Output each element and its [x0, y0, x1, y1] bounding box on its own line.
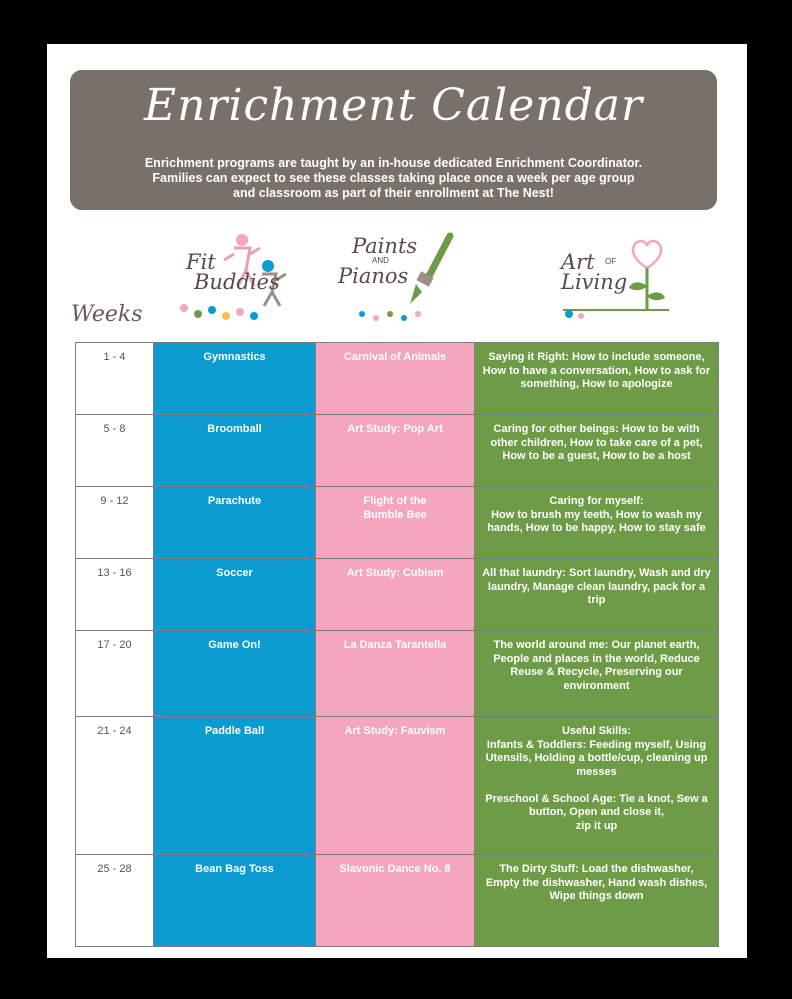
paints-and-pianos-cell: Flight of the Bumble Bee — [316, 487, 475, 559]
fit-buddies-logo — [164, 230, 304, 326]
weeks-cell: 13 - 16 — [76, 559, 154, 631]
art-of-living-cell: All that laundry: Sort laundry, Wash and dry laundry, Manage clean laundry, pack for a trip — [475, 559, 719, 631]
paints-and-pianos-logo — [332, 230, 472, 326]
weeks-cell: 21 - 24 — [76, 717, 154, 855]
fit-buddies-cell: Game On! — [154, 631, 316, 717]
art-of-living-cell: Useful Skills: Infants & Toddlers: Feeding myself, Using Utensils, Holding a bottle/cup, cleaning up messes Preschool & School Age: Tie a knot, Sew a button, Open and close it, zip it up — [475, 717, 719, 855]
art-of-living-title: Art OF Living — [561, 250, 628, 294]
fit-buddies-cell: Bean Bag Toss — [154, 855, 316, 947]
paints-and-pianos-cell: Art Study: Fauvism — [316, 717, 475, 855]
art-of-living-cell: Caring for other beings: How to be with other children, How to take care of a pet, How to be a guest, How to be a host — [475, 415, 719, 487]
paints-and-pianos-cell: Slavonic Dance No. 8 — [316, 855, 475, 947]
art-of-living-cell: The Dirty Stuff: Load the dishwasher, Empty the dishwasher, Hand wash dishes, Wipe things down — [475, 855, 719, 947]
paints-and-pianos-cell: Art Study: Pop Art — [316, 415, 475, 487]
paints-and-pianos-title: Paints AND Pianos — [338, 234, 418, 288]
fit-buddies-cell: Soccer — [154, 559, 316, 631]
paints-and-pianos-cell: Carnival of Animals — [316, 343, 475, 415]
header-banner — [70, 70, 717, 210]
weeks-cell: 9 - 12 — [76, 487, 154, 559]
fit-buddies-cell: Broomball — [154, 415, 316, 487]
table-row — [76, 855, 719, 947]
fit-buddies-cell: Parachute — [154, 487, 316, 559]
art-of-living-cell: Saying it Right: How to include someone, How to have a conversation, How to ask for something, How to apologize — [475, 343, 719, 415]
table-row — [76, 487, 719, 559]
weeks-cell: 25 - 28 — [76, 855, 154, 947]
weeks-cell: 17 - 20 — [76, 631, 154, 717]
weeks-label: Weeks — [71, 302, 143, 327]
art-of-living-logo — [549, 230, 689, 326]
enrichment-schedule-table — [75, 342, 719, 947]
table-row — [76, 717, 719, 855]
paints-and-pianos-cell: Art Study: Cubism — [316, 559, 475, 631]
art-of-living-cell: Caring for myself: How to brush my teeth, How to wash my hands, How to be happy, How to stay safe — [475, 487, 719, 559]
header-description: Enrichment programs are taught by an in-house dedicated Enrichment Coordinator. Families can expect to see these classes taking place once a week per age group and classroom as part of their enrollment at The Nest! — [144, 156, 643, 200]
table-row — [76, 415, 719, 487]
table-row — [76, 559, 719, 631]
fit-buddies-cell: Paddle Ball — [154, 717, 316, 855]
page-title: Enrichment Calendar — [143, 80, 644, 131]
fit-buddies-title: Fit Buddies — [186, 250, 280, 294]
weeks-cell: 5 - 8 — [76, 415, 154, 487]
paints-and-pianos-cell: La Danza Tarantella — [316, 631, 475, 717]
table-row — [76, 343, 719, 415]
calendar-sheet — [47, 44, 747, 958]
art-of-living-cell: The world around me: Our planet earth, People and places in the world, Reduce Reuse & Recycle, Preserving our environment — [475, 631, 719, 717]
fit-buddies-cell: Gymnastics — [154, 343, 316, 415]
weeks-cell: 1 - 4 — [76, 343, 154, 415]
table-row — [76, 631, 719, 717]
